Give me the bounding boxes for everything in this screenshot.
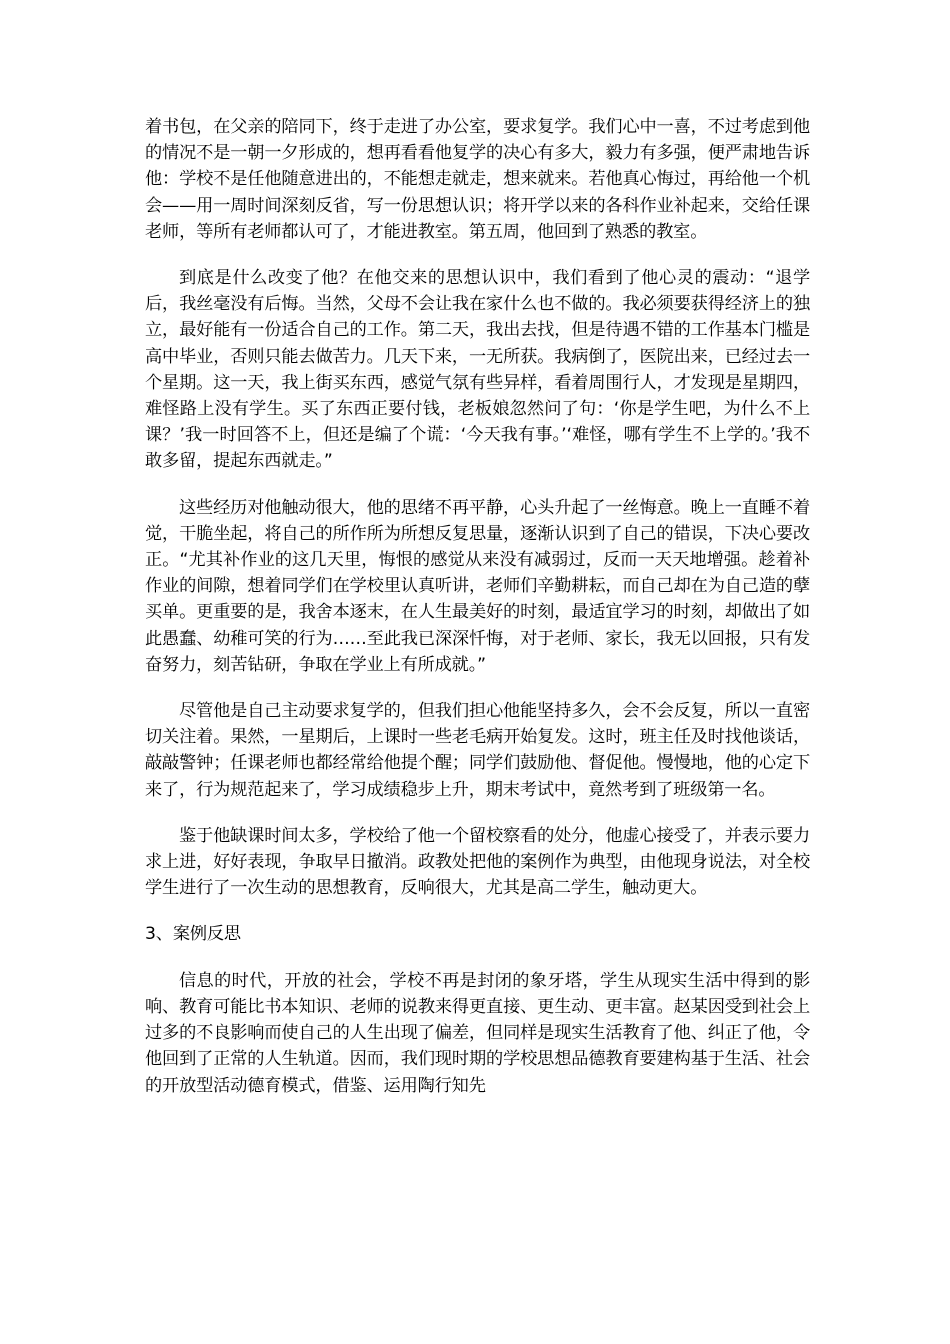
section-heading: 3、案例反思 — [145, 924, 241, 945]
paragraph-repentance: 这些经历对他触动很大，他的思绪不再平静，心头升起了一丝悔意。晚上一直睡不着觉，干脆坐起，将自己的所作所为所想反复思量，逐渐认识到了自己的错误，下决心要改正。“尤其补作业的这几天里，悔恨的感觉从来没有减弱过，反而一天天地增强。趁着补作业的间隙，想着同学们在学校里认真听讲，老师们辛勤耕耘，而自己却在为自己造的孽买单。更重要的是，我舍本逐末，在人生最美好的时刻，最适宜学习的时刻，却做出了如此愚蠢、幼稚可笑的行为……至此我已深深忏悔，对于老师、家长，我无以回报，只有发奋努力，刻苦钻研，争取在学业上有所成就。” — [145, 497, 810, 675]
paragraph-follow-up: 尽管他是自己主动要求复学的，但我们担心他能坚持多久，会不会反复，所以一直密切关注着。果然，一星期后，上课时一些老毛病开始复发。这时，班主任及时找他谈话，敲敲警钟；任课老师也都经常给他提个醒；同学们鼓励他、督促他。慢慢地，他的心定下来了，行为规范起来了，学习成绩稳步上升，期末考试中，竟然考到了班级第一名。 — [145, 701, 810, 800]
paragraph-continuation: 着书包，在父亲的陪同下，终于走进了办公室，要求复学。我们心中一喜，不过考虑到他的情况不是一朝一夕形成的，想再看看他复学的决心有多大，毅力有多强，便严肃地告诉他：学校不是任他随意进出的，不能想走就走，想来就来。若他真心悔过，再给他一个机会——用一周时间深刻反省，写一份思想认识；将开学以来的各科作业补起来，交给任课老师，等所有老师都认可了，才能进教室。第五周，他回到了熟悉的教室。 — [145, 117, 810, 242]
paragraph-reflection-letter: 到底是什么改变了他？在他交来的思想认识中，我们看到了他心灵的震动：“退学后，我丝毫没有后悔。当然，父母不会让我在家什么也不做的。我必须要获得经济上的独立，最好能有一份适合自己的工作。第二天，我出去找，但是待遇不错的工作基本门槛是高中毕业，否则只能去做苦力。几天下来，一无所获。我病倒了，医院出来，已经过去一个星期。这一天，我上街买东西，感觉气氛有些异样，看着周围行人，才发现是星期四，难怪路上没有学生。买了东西正要付钱，老板娘忽然问了句：‘你是学生吧，为什么不上课？’我一时回答不上，但还是编了个谎：‘今天我有事。’‘难怪，哪有学生不上学的。’我不敢多留，提起东西就走。” — [145, 268, 810, 472]
document-page — [145, 114, 810, 1119]
paragraph-outcome: 鉴于他缺课时间太多，学校给了他一个留校察看的处分，他虚心接受了，并表示要力求上进，好好表现，争取早日撤消。政教处把他的案例作为典型，由他现身说法，对全校学生进行了一次生动的思想教育，反响很大，尤其是高二学生，触动更大。 — [145, 825, 810, 899]
paragraph-case-reflection: 信息的时代，开放的社会，学校不再是封闭的象牙塔，学生从现实生活中得到的影响、教育可能比书本知识、老师的说教来得更直接、更生动、更丰富。赵某因受到社会上过多的不良影响而使自己的人生出现了偏差，但同样是现实生活教育了他、纠正了他，令他回到了正常的人生轨道。因而，我们现时期的学校思想品德教育要建构基于生活、社会的开放型活动德育模式，借鉴、运用陶行知先 — [145, 970, 810, 1096]
